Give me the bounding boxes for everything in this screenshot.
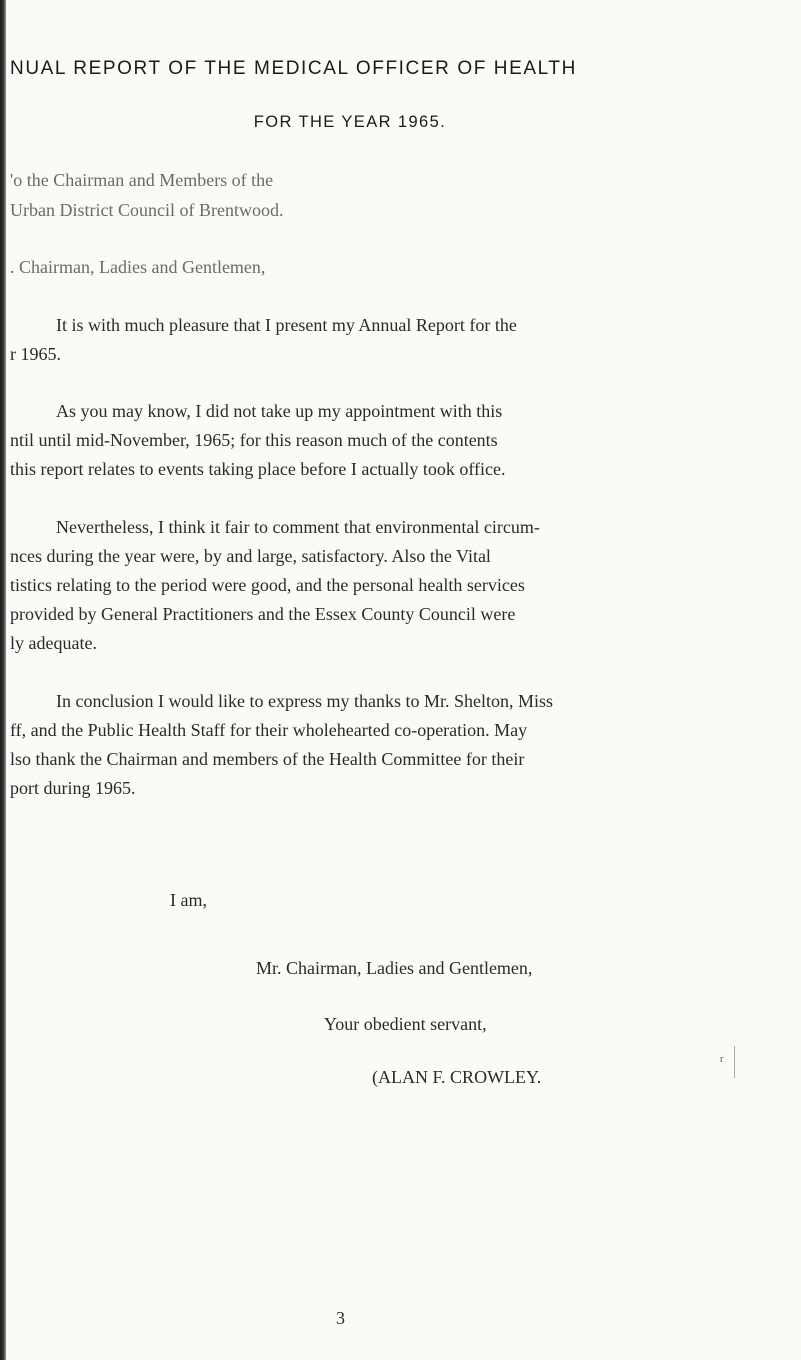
closing-i-am: I am, [170,890,207,910]
paragraph-3-line-5: ly adequate. [10,633,97,653]
paragraph-3-line-3: tistics relating to the period were good, and the personal health services [10,575,525,595]
page-binding-edge [0,0,6,1360]
address-line-1: 'o the Chairman and Members of the [10,170,274,190]
paragraph-4-line-2: ff, and the Public Health Staff for their wholehearted co-operation. May [10,720,528,740]
page-number: 3 [336,1308,345,1328]
address-line-2: Urban District Council of Brentwood. [10,200,284,220]
paragraph-1-line-2: r 1965. [10,344,61,364]
margin-tick-mark: r [720,1054,724,1065]
paragraph-3-line-2: nces during the year were, by and large, satisfactory. Also the Vital [10,546,491,566]
paragraph-2-line-1: As you may know, I did not take up my appointment with this [56,401,503,421]
paragraph-2-line-3: this report relates to events taking place before I actually took office. [10,459,506,479]
margin-line [734,1046,735,1078]
paragraph-2-line-2: ntil until mid-November, 1965; for this reason much of the contents [10,430,498,450]
report-subtitle: FOR THE YEAR 1965. [253,113,447,131]
report-page [10,0,790,1360]
paragraph-3-line-4: provided by General Practitioners and the Essex County Council were [10,604,516,624]
report-title: NUAL REPORT OF THE MEDICAL OFFICER OF HEALTH [10,58,577,79]
paragraph-1-line-1: It is with much pleasure that I present my Annual Report for the [56,315,517,335]
paragraph-4-line-1: In conclusion I would like to express my thanks to Mr. Shelton, Miss [56,691,553,711]
paragraph-3-line-1: Nevertheless, I think it fair to comment that environmental circum- [56,517,540,537]
paragraph-4-line-3: lso thank the Chairman and members of the Health Committee for their [10,749,525,769]
signature: (ALAN F. CROWLEY. [372,1067,542,1087]
salutation: . Chairman, Ladies and Gentlemen, [10,257,266,277]
paragraph-4-line-4: port during 1965. [10,778,136,798]
closing-obedient: Your obedient servant, [324,1014,487,1034]
closing-addressee: Mr. Chairman, Ladies and Gentlemen, [256,958,533,978]
